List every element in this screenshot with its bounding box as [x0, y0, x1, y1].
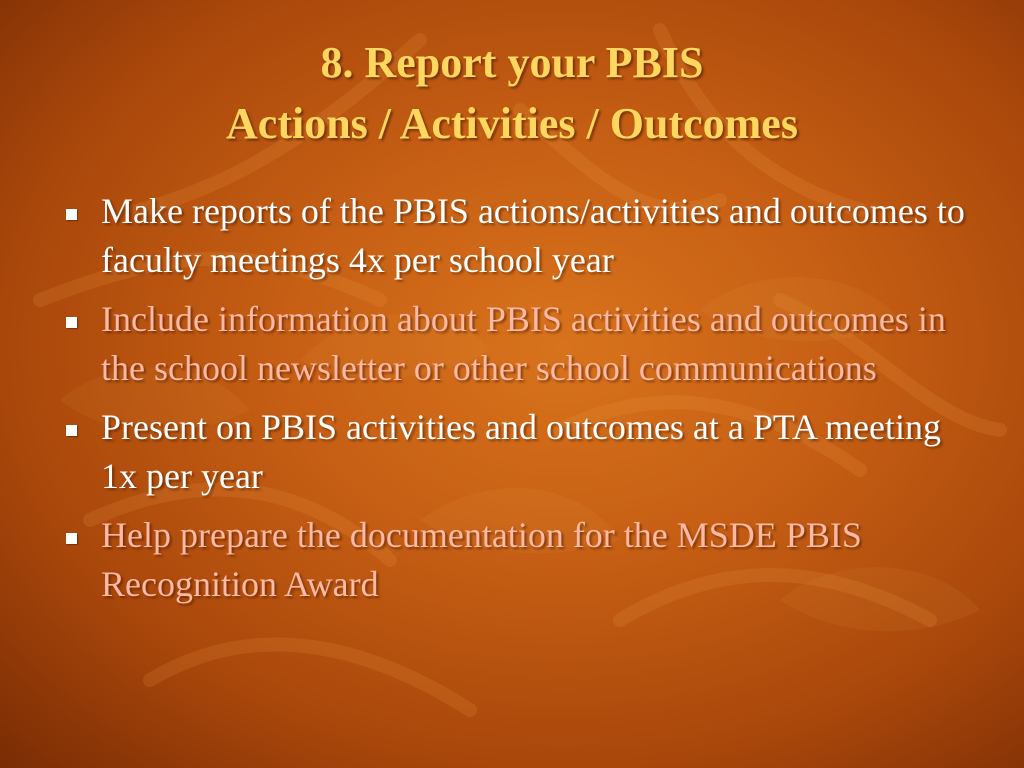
bullet-item-2 — [62, 295, 982, 393]
bullet-item-3 — [62, 403, 982, 501]
bullet-text-3: Present on PBIS activities and outcomes at a PTA meeting 1x per year — [101, 407, 941, 496]
bullet-item-1 — [62, 187, 982, 285]
slide-title — [0, 32, 1024, 154]
title-line-1: 8. Report your PBIS — [320, 38, 704, 87]
bullet-item-4 — [62, 511, 982, 609]
bullet-text-1: Make reports of the PBIS actions/activities and outcomes to faculty meetings 4x per school year — [101, 191, 965, 280]
bullet-text-4: Help prepare the documentation for the MSDE PBIS Recognition Award — [101, 515, 862, 604]
bullet-text-2: Include information about PBIS activities and outcomes in the school newsletter or other school communications — [101, 299, 946, 388]
title-line-2: Actions / Activities / Outcomes — [226, 99, 798, 148]
bullet-list — [62, 187, 982, 619]
square-bullet-icon — [66, 317, 77, 328]
square-bullet-icon — [66, 425, 77, 436]
square-bullet-icon — [66, 209, 77, 220]
square-bullet-icon — [66, 533, 77, 544]
